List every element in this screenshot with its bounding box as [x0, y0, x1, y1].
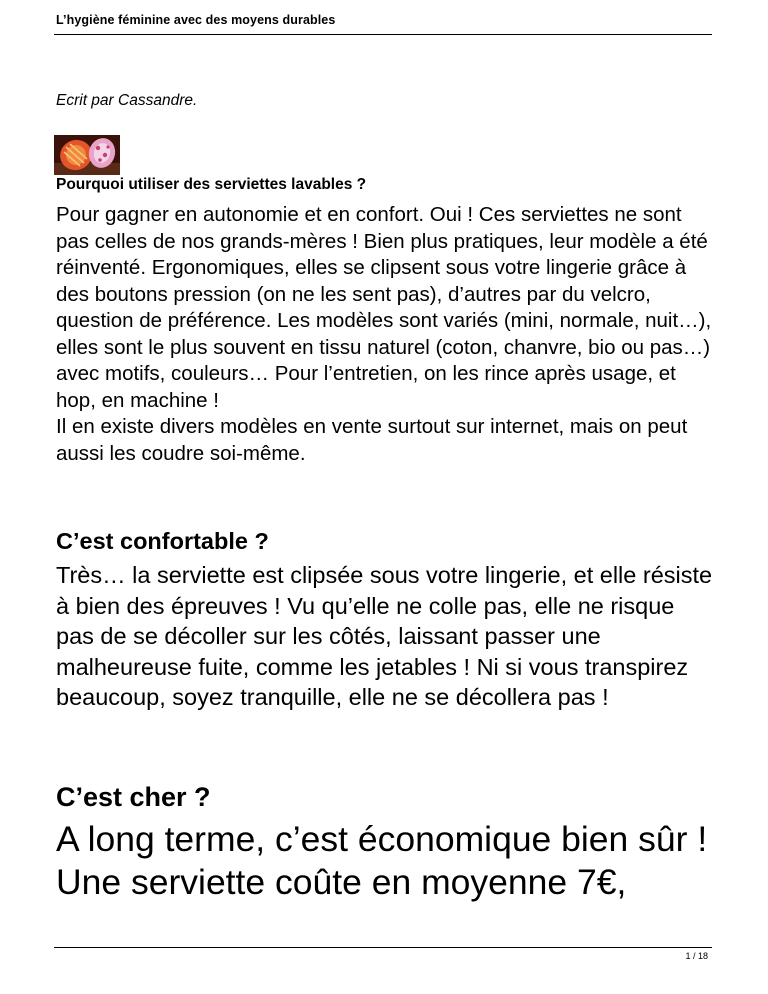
header-divider [54, 34, 712, 35]
section-body-comfort: Très… la serviette est clipsée sous votre lingerie, et elle résiste à bien des épreuves ! Vu qu’elle ne colle pas, elle ne risque pas de se décoller sur les côtés, laissant passer une malheureuse fuite, comme les jetables ! Ni si vous transpirez beaucoup, soyez tranquille, elle ne se décollera pas ! [56, 562, 713, 710]
paragraph: Pour gagner en autonomie et en confort. Oui ! Ces serviettes ne sont pas celles de nos grands-mères ! Bien plus pratiques, leur modèle a été réinventé. Ergonomiques, elles se clipsent sous votre lingerie grâce à des boutons pression (on ne les sent pas), d’autres par du velcro, question de préférence. Les modèles sont variés (mini, normale, nuit…), elles sont le plus souvent en tissu naturel (coton, chanvre, bio ou pas…) avec motifs, couleurs… Pour l’entretien, on les rince après usage, et hop, en machine ! [56, 203, 712, 412]
section-body-cost: A long terme, c’est économique bien sûr ! Une serviette coûte en moyenne 7€, [56, 819, 708, 902]
serviettes-thumbnail-image [54, 135, 120, 175]
running-header-title: L’hygiène féminine avec des moyens durables [56, 13, 336, 27]
author-line: Ecrit par Cassandre. [56, 92, 198, 109]
section-heading-comfort: C’est confortable ? [56, 528, 269, 554]
pads-illustration-icon [54, 135, 120, 175]
section-body-why [56, 202, 716, 467]
paragraph: Il en existe divers modèles en vente surtout sur internet, mais on peut aussi les coudre soi-même. [56, 415, 688, 465]
section-heading-why: Pourquoi utiliser des serviettes lavables ? [56, 176, 367, 193]
page-number: 1 / 18 [685, 951, 708, 961]
footer-divider [54, 947, 712, 948]
section-heading-cost: C’est cher ? [56, 782, 211, 812]
